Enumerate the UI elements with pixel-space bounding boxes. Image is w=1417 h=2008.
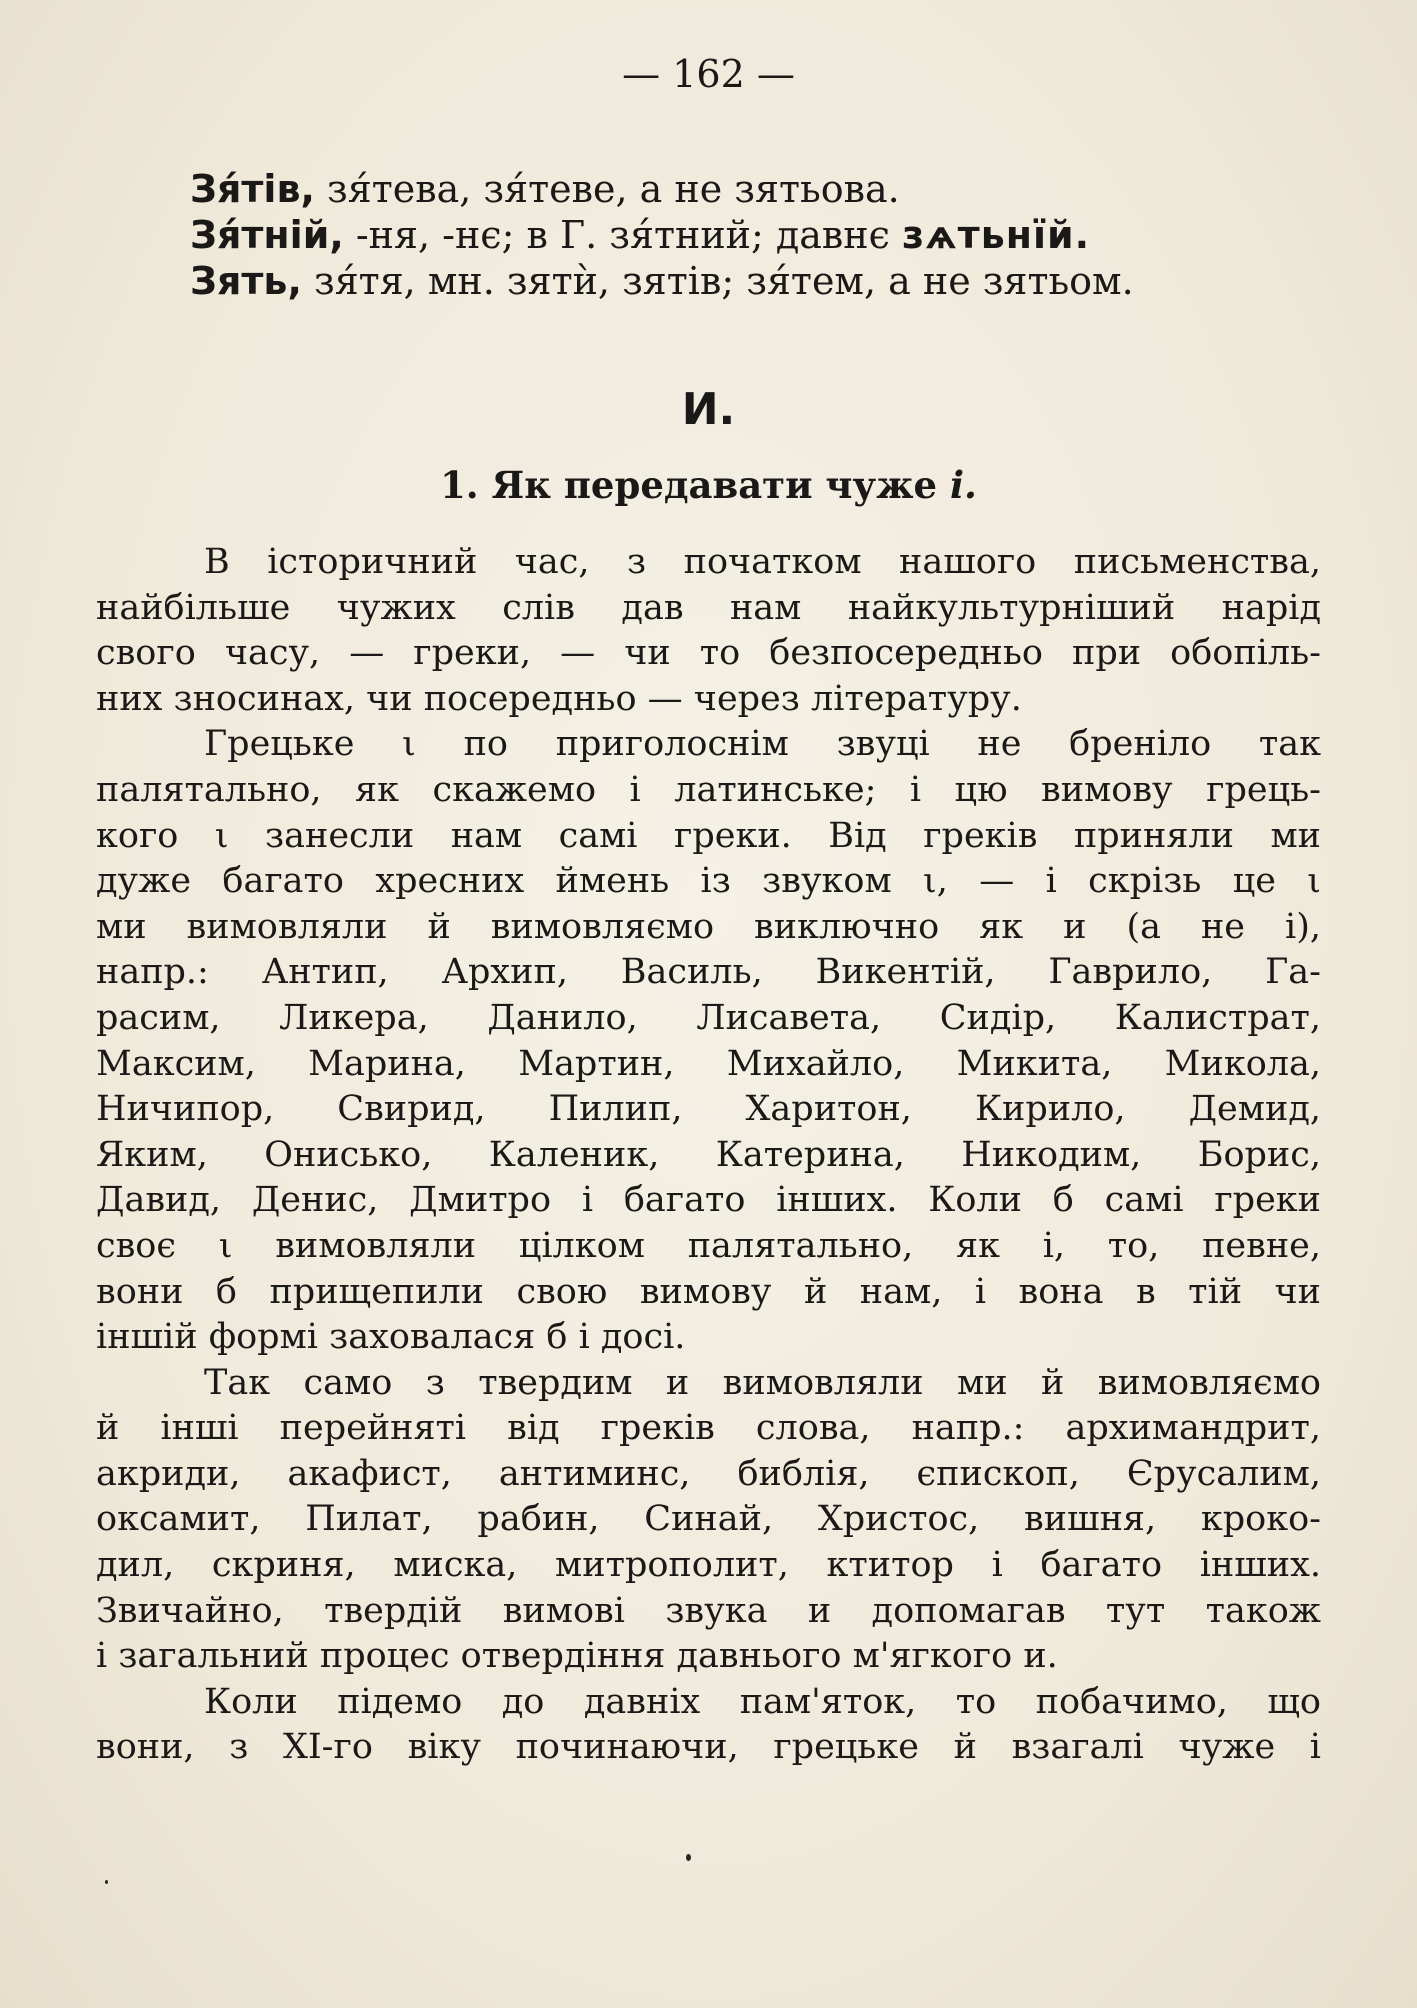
text-line: Коли підемо до давніх пам'яток, то побачимо, що [204, 1681, 1321, 1722]
dictionary-entries [190, 166, 1340, 304]
section-heading-text: Як передавати чуже [491, 463, 938, 507]
text-line: Так само з твердим и вимовляли ми й вимовляємо [204, 1362, 1321, 1403]
entry-headword: Зя́тів, [190, 167, 315, 211]
section-letter: И. [681, 384, 736, 435]
paragraph [96, 1361, 1321, 1680]
section-heading-letter: і. [949, 463, 977, 507]
text-line: іншій формі заховалася б і досі. [96, 1317, 686, 1358]
dictionary-entry [190, 258, 1340, 304]
paragraph [96, 722, 1321, 1360]
text-line: ми вимовляли й вимовляємо виключно як и (а не і), [96, 906, 1321, 947]
text-line: них зносинах, чи посередньо — через літературу. [96, 678, 1022, 719]
text-line: вони, з XI-го віку починаючи, грецьке й взагалі чуже і [96, 1727, 1321, 1768]
text-line: Давид, Денис, Дмитро і багато інших. Коли б самі греки [96, 1180, 1321, 1221]
text-line: Яким, Онисько, Каленик, Катерина, Никодим, Борис, [96, 1134, 1321, 1175]
section-heading [0, 460, 1417, 510]
text-line: кого ι занесли нам самі греки. Від греків приняли ми [96, 815, 1321, 856]
text-line: акриди, акафист, антиминс, библія, єпископ, Єрусалим, [96, 1453, 1321, 1494]
dictionary-entry [190, 166, 1340, 212]
text-line: оксамит, Пилат, рабин, Синай, Христос, вишня, кроко- [96, 1499, 1321, 1540]
paragraph [96, 1680, 1321, 1771]
page-number: — 162 — [622, 52, 795, 96]
body-text [96, 540, 1321, 1771]
text-line: напр.: Антип, Архип, Василь, Викентій, Гаврило, Га- [96, 952, 1321, 993]
print-speck [686, 1854, 691, 1861]
text-line: расим, Ликера, Данило, Лисавета, Сидір, Калистрат, [96, 997, 1321, 1038]
text-line: Ничипор, Свирид, Пилип, Харитон, Кирило, Демид, [96, 1089, 1321, 1130]
text-line: Грецьке ι по приголоснім звуці не бреніло так [204, 724, 1321, 765]
section-heading-number: 1. [440, 463, 479, 507]
print-speck [105, 1880, 108, 1884]
entry-headword: Зя́тній, [190, 213, 344, 257]
text-line: вони б прищепили свою вимову й нам, і вона в тій чи [96, 1271, 1321, 1312]
text-line: В історичний час, з початком нашого письменства, [204, 542, 1321, 582]
text-line: дил, скриня, миска, митрополит, ктитор і багато інших. [96, 1545, 1321, 1586]
text-line: свого часу, — греки, — чи то безпосередньо при обопіль- [96, 633, 1321, 674]
text-line: Звичайно, твердій вимові звука и допомагав тут також [96, 1590, 1321, 1631]
text-line: палятально, як скажемо і латинське; і цю вимову грець- [96, 769, 1321, 810]
text-line: своє ι вимовляли цілком палятально, як і, то, певне, [96, 1225, 1321, 1266]
entry-headword: Зять, [190, 259, 302, 303]
entry-text: зя́тя, мн. зятѝ, зятів; зя́тем, а не зятьом. [301, 259, 1134, 303]
text-line: і загальний процес отвердіння давнього м'ягкого и. [96, 1636, 1058, 1677]
text-line: й інші перейняті від греків слова, напр.: архимандрит, [96, 1408, 1321, 1449]
text-line: дуже багато хресних ймень із звуком ι, — і скрізь це ι [96, 861, 1321, 902]
dictionary-entry [190, 212, 1340, 258]
text-line: Максим, Марина, Мартин, Михайло, Микита, Микола, [96, 1043, 1321, 1084]
entry-text: -ня, -нє; в Г. зя́тний; давнє [343, 213, 902, 257]
entry-old-form: зѧтьнїй. [901, 213, 1091, 257]
entry-text: зя́тева, зя́теве, а не зятьова. [314, 167, 900, 211]
paragraph [96, 540, 1321, 722]
text-line: найбільше чужих слів дав нам найкультурніший нарід [96, 587, 1321, 628]
